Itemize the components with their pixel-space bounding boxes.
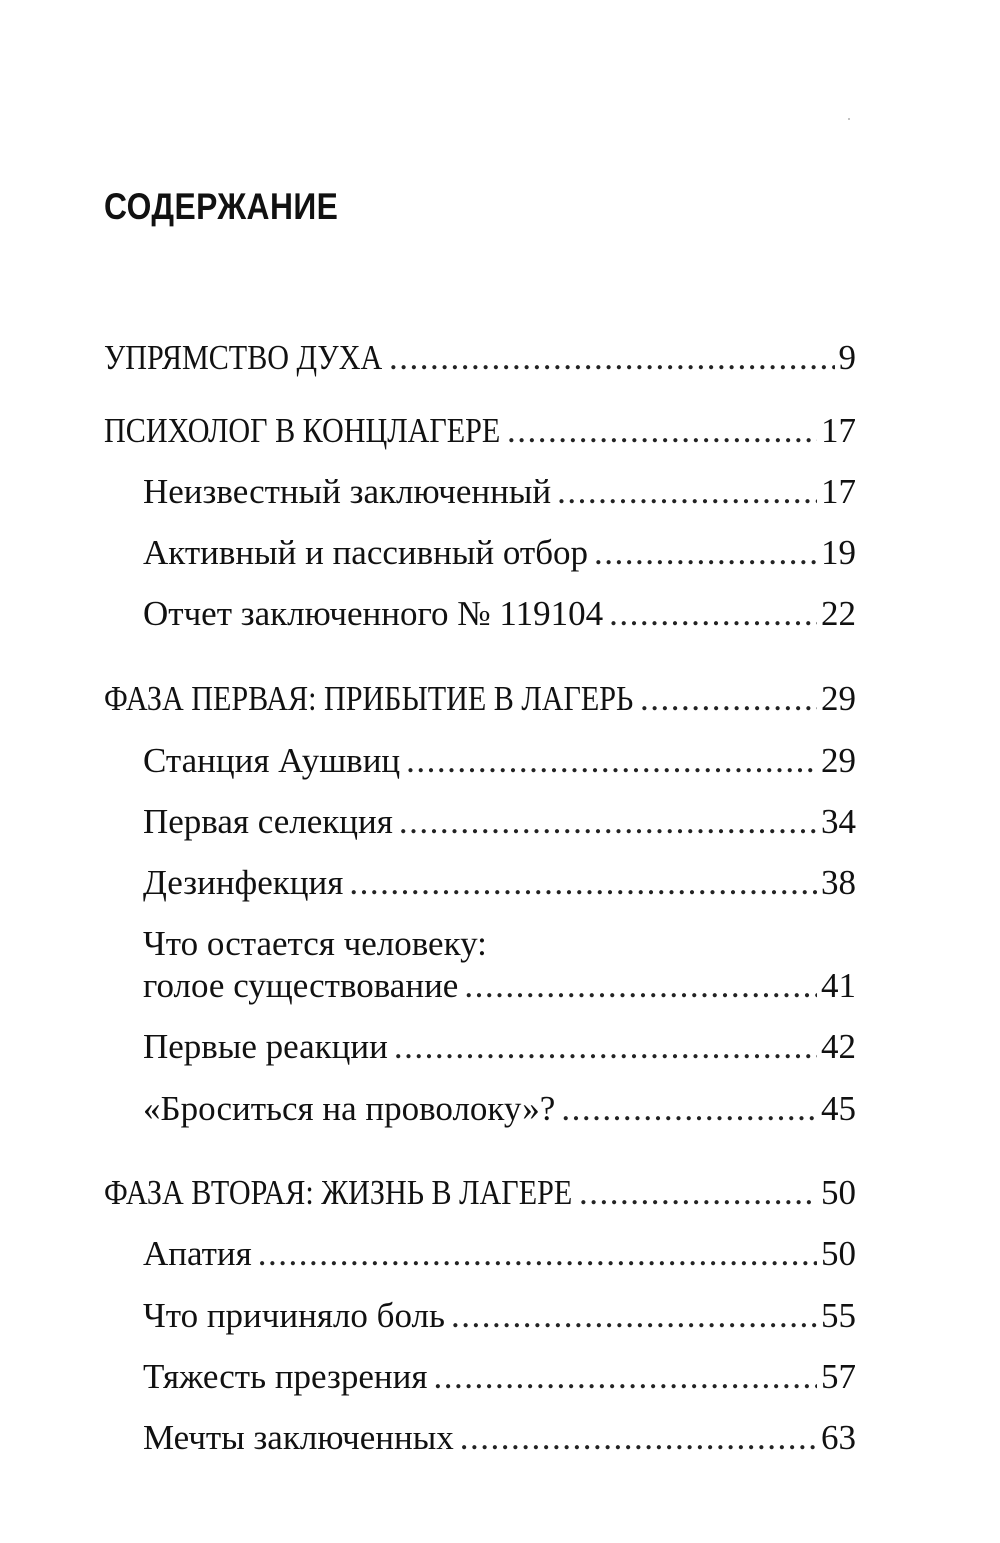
- toc-subsection[interactable]: [0, 739, 1000, 783]
- toc-page-number: 22: [821, 594, 856, 633]
- dot-leader: [561, 1087, 817, 1131]
- dot-leader: [464, 964, 817, 1008]
- toc-title: УПРЯМСТВО ДУХА: [104, 338, 383, 377]
- dot-leader: [557, 470, 817, 514]
- toc-title: ФАЗА ВТОРАЯ: ЖИЗНЬ В ЛАГЕРЕ: [104, 1173, 573, 1212]
- toc-page-number: 29: [821, 741, 856, 780]
- toc-page-number: 50: [821, 1173, 856, 1212]
- toc-title: Первая селекция: [143, 802, 393, 841]
- dot-leader: [258, 1232, 817, 1276]
- toc-title: «Броситься на проволоку»?: [143, 1089, 556, 1128]
- toc-title: Первые реакции: [143, 1027, 388, 1066]
- toc-subsection[interactable]: [0, 1087, 1000, 1131]
- dot-leader: [507, 409, 817, 453]
- toc-subsection[interactable]: [0, 1416, 1000, 1460]
- toc-subsection[interactable]: [0, 861, 1000, 905]
- toc-page-number: 29: [821, 679, 856, 718]
- toc-page-number: 34: [821, 802, 856, 841]
- toc-title: Дезинфекция: [143, 863, 344, 902]
- toc-page-number: 19: [821, 533, 856, 572]
- toc-title: Активный и пассивный отбор: [143, 533, 589, 572]
- page-title: СОДЕРЖАНИЕ: [104, 186, 339, 227]
- toc-page-number: 17: [821, 411, 856, 450]
- toc-page-number: 41: [821, 966, 856, 1005]
- toc-title: Мечты заключенных: [143, 1418, 454, 1457]
- dot-leader: [451, 1294, 817, 1338]
- toc-title: Тяжесть презрения: [143, 1357, 428, 1396]
- dot-leader: [389, 336, 835, 380]
- toc-page-number: 57: [821, 1357, 856, 1396]
- toc-subsection[interactable]: [0, 531, 1000, 575]
- dot-leader: [609, 592, 817, 636]
- toc-page-number: 45: [821, 1089, 856, 1128]
- dot-leader: [460, 1416, 817, 1460]
- dot-leader: [640, 677, 817, 721]
- toc-title: Что причиняло боль: [143, 1296, 445, 1335]
- dot-leader: [579, 1171, 817, 1215]
- toc-title: Неизвестный заключенный: [143, 472, 552, 511]
- toc-page-number: 38: [821, 863, 856, 902]
- toc-title: Станция Аушвиц: [143, 741, 401, 780]
- toc-subsection[interactable]: [0, 470, 1000, 514]
- paper-speck: [848, 118, 850, 120]
- toc-subsection[interactable]: [0, 1355, 1000, 1399]
- dot-leader: [399, 800, 817, 844]
- toc-section[interactable]: [0, 1171, 1000, 1215]
- toc-page-number: 17: [821, 472, 856, 511]
- dot-leader: [594, 531, 817, 575]
- toc-title: ФАЗА ПЕРВАЯ: ПРИБЫТИЕ В ЛАГЕРЬ: [104, 679, 634, 718]
- toc-section[interactable]: [0, 677, 1000, 721]
- toc-subsection[interactable]: [0, 964, 1000, 1008]
- toc-title: голое существование: [143, 966, 459, 1005]
- toc-page-number: 9: [838, 338, 856, 377]
- toc-section[interactable]: [0, 409, 1000, 453]
- toc-subsection[interactable]: [0, 1294, 1000, 1338]
- toc-section[interactable]: [0, 336, 1000, 380]
- toc-subsection[interactable]: [0, 592, 1000, 636]
- dot-leader: [406, 739, 817, 783]
- toc-page-number: 55: [821, 1296, 856, 1335]
- dot-leader: [349, 861, 817, 905]
- toc-title: Апатия: [143, 1234, 252, 1273]
- toc-page-number: 42: [821, 1027, 856, 1066]
- dot-leader: [433, 1355, 817, 1399]
- toc-subsection[interactable]: [0, 1025, 1000, 1069]
- toc-title: ПСИХОЛОГ В КОНЦЛАГЕРЕ: [104, 411, 501, 450]
- toc-page-number: 63: [821, 1418, 856, 1457]
- toc-subsection[interactable]: [0, 800, 1000, 844]
- toc-title: Отчет заключенного № 119104: [143, 594, 604, 633]
- toc-page-number: 50: [821, 1234, 856, 1273]
- toc-title-first-line: Что остается человеку:: [143, 924, 487, 963]
- dot-leader: [394, 1025, 817, 1069]
- toc-subsection[interactable]: [0, 1232, 1000, 1276]
